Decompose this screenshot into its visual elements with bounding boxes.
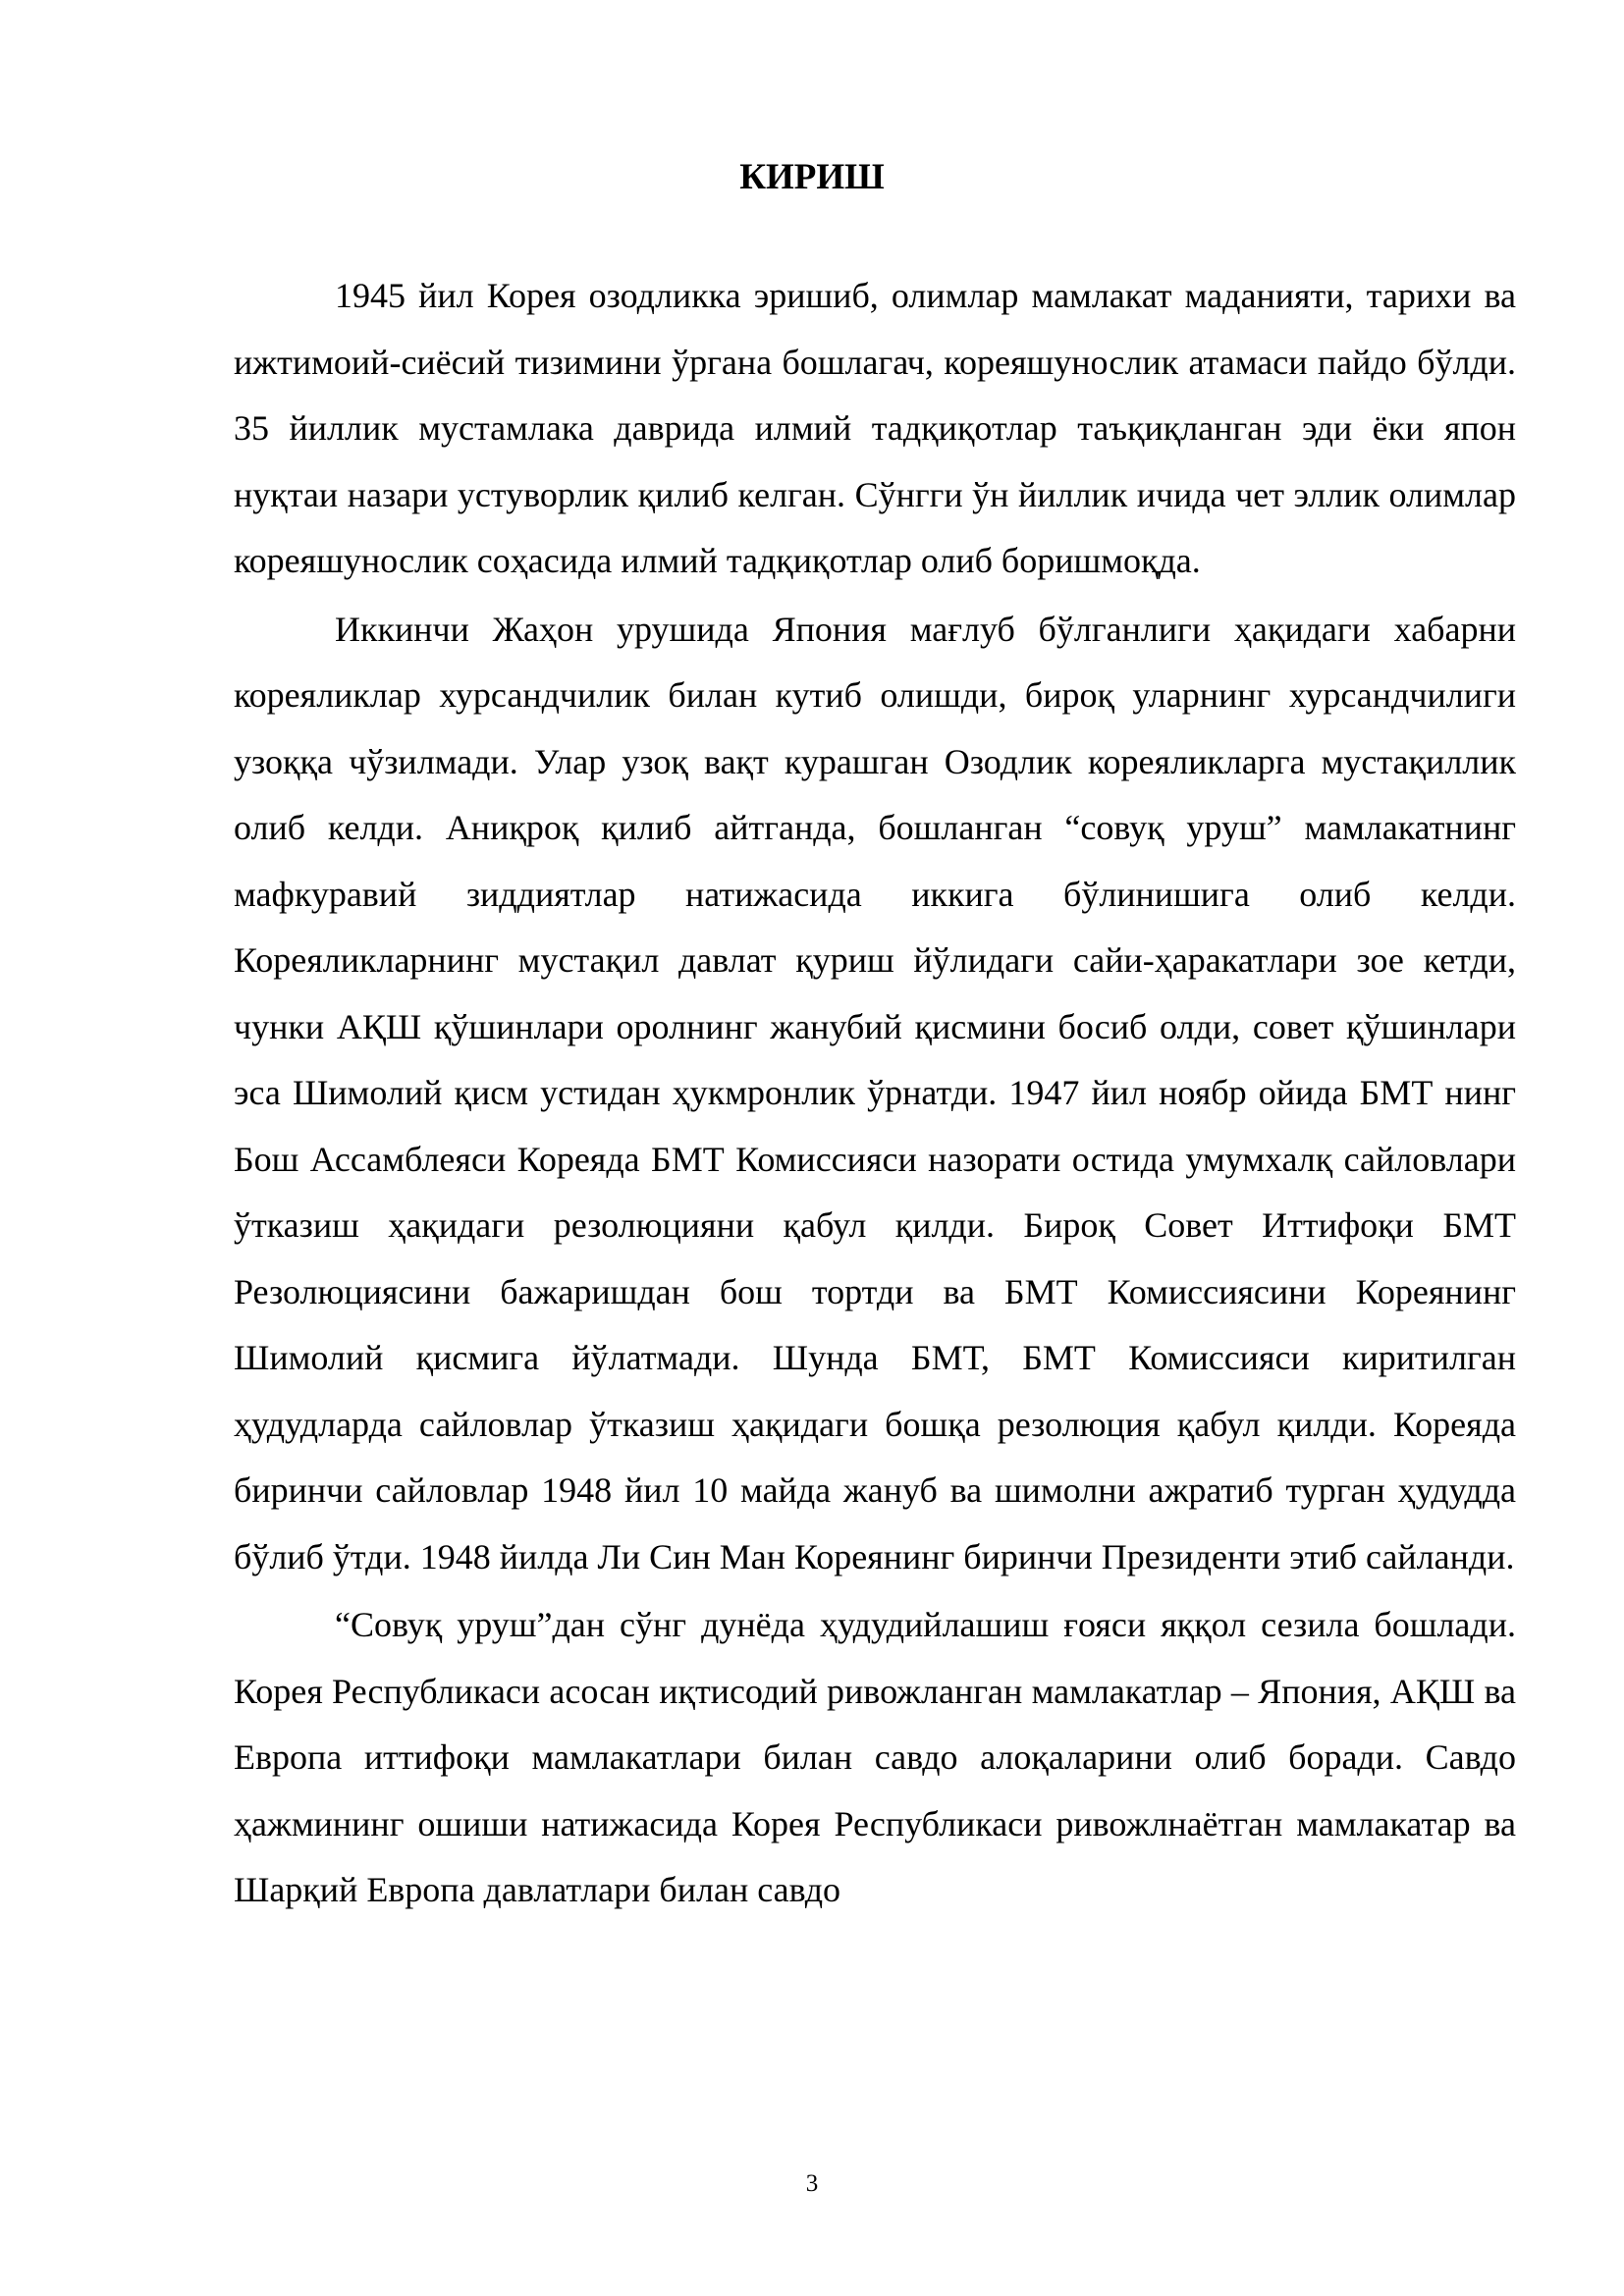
- paragraph-2: Иккинчи Жаҳон урушида Япония мағлуб бўлганлиги ҳақидаги хабарни корeяликлар хурсандчилик билан кутиб олишди, бироқ уларнинг хурсандчилиги узоққа чўзилмади. Улар узоқ вақт курашган Озодлик корeяликларга мустақиллик олиб келди. Аниқроқ қилиб айтганда, бошланган “совуқ уруш” мамлакатнинг мафкуравий зиддиятлар натижасида иккига бўлинишига олиб келди. Корeяликларнинг мустақил давлат қуриш йўлидаги сайи-ҳаракатлари зое кетди, чунки АҚШ қўшинлари оролнинг жанубий қисмини босиб олди, совет қўшинлари эса Шимолий қисм устидан ҳукмронлик ўрнатди. 1947 йил ноябр ойида БМТ нинг Бош Ассамблеяси Корeяда БМТ Комиссияси назорати остида умумхалқ сайловлари ўтказиш ҳақидаги резолюцияни қабул қилди. Бироқ Совет Иттифоқи БМТ Резолюциясини бажаришдан бош тортди ва БМТ Комиссиясини Корeянинг Шимолий қисмига йўлатмади. Шунда БМТ, БМТ Комиссияси киритилган ҳудудларда сайловлар ўтказиш ҳақидаги бошқа резолюция қабул қилди. Корeяда биринчи сайловлар 1948 йил 10 майда жануб ва шимолни ажратиб турган ҳудудда бўлиб ўтди. 1948 йилда Ли Син Ман Корeянинг биринчи Президенти этиб сайланди.: [234, 609, 1516, 1576]
- paragraph-3: “Совуқ уруш”дан сўнг дунёда ҳудудийлашиш ғояси яққол сезила бошлади. Корея Республикаси асосан иқтисодий ривожланган мамлакатлар – Япония, АҚШ ва Европа иттифоқи мамлакатлари билан савдо алоқаларини олиб боради. Савдо ҳажмининг ошиши натижасида Корея Республикаси ривожлнаётган мамлакатар ва Шарқий Европа давлатлари билан савдо: [234, 1605, 1516, 1909]
- body-text: [234, 263, 1516, 1926]
- page-number: 3: [805, 2170, 819, 2197]
- paragraph-1: 1945 йил Корея озодликка эришиб, олимлар мамлакат маданияти, тарихи ва ижтимоий-сиёсий тизимини ўргана бошлагач, корeяшунослик атамаси пайдо бўлди. 35 йиллик мустамлака даврида илмий тадқиқотлар таъқиқланган эди ёки япон нуқтаи назари устуворлик қилиб келган. Сўнгги ўн йиллик ичида чет эллик олимлар корeяшунослик соҳасида илмий тадқиқотлар олиб боришмоқда.: [234, 276, 1516, 580]
- section-heading: КИРИШ: [739, 157, 885, 197]
